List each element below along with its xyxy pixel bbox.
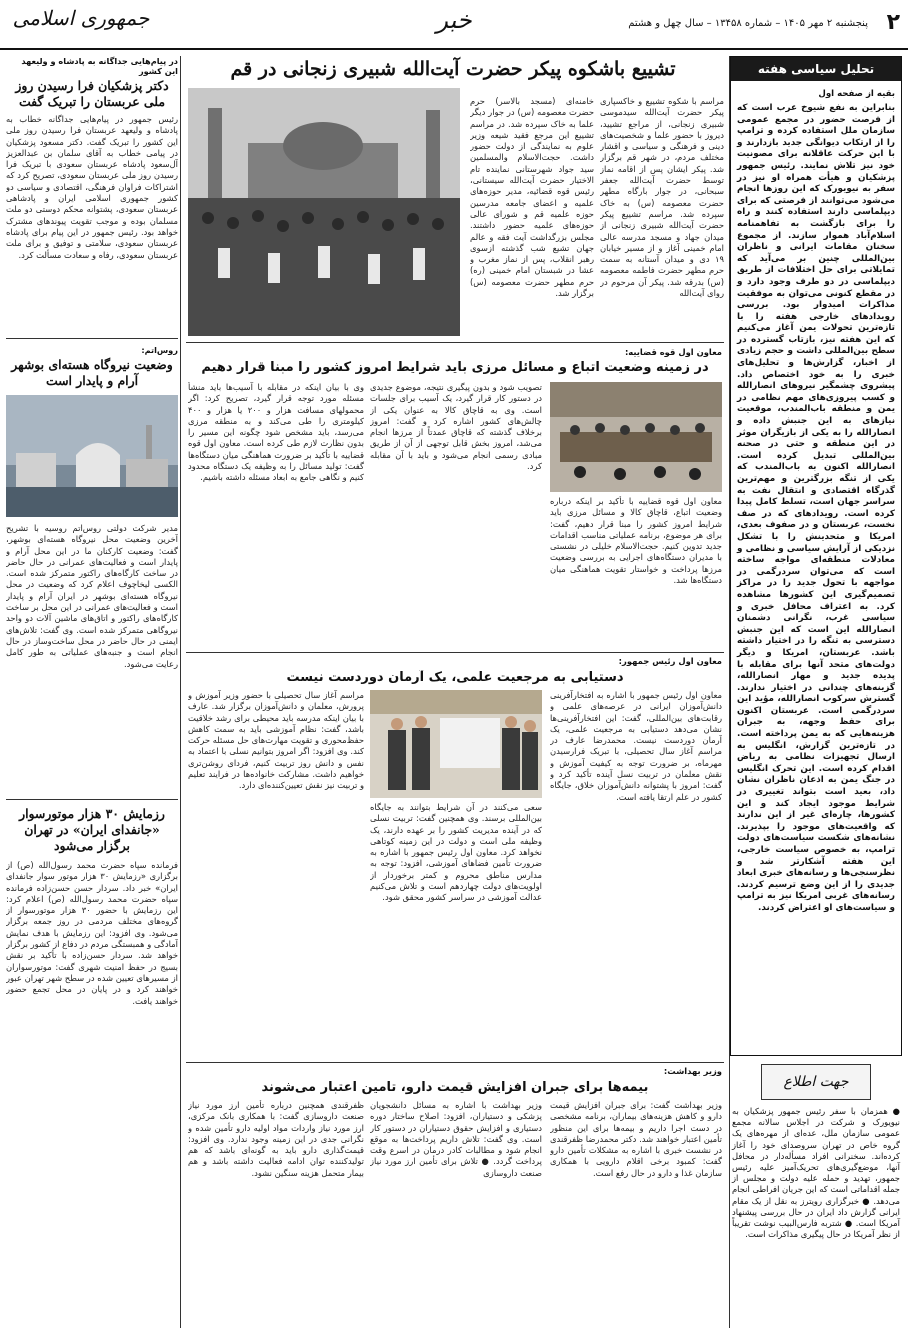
judiciary-story-headline: در زمینه وضعیت اتباع و مسائل مرزی باید شرایط امروز کشور را مبنا قرار دهیم: [201, 360, 709, 375]
judiciary-story-column-2: تصویب شود و بدون پیگیری نتیجه، موضوع جدیدی در دستور کار قرار گیرد، یک آسیب برای جلسات است. وی به قاچاق کالا به عنوان یکی از چالش‌های کشور اشاره کرد و گفت: امروز برخلاف گذشته که قاچاق عمدتاً از مرزها انجام می‌شد، امروز بخش قابل توجهی از آن از طریق مبادی رسمی انجام می‌شود و باید با آن مقابله کرد.: [370, 382, 542, 472]
page-number: ۲: [886, 10, 900, 35]
health-story-column-2: وزیر بهداشت با اشاره به مسائل دانشجویان پزشکی و دستیاران، افزود: اصلاح ساختار دوره دستیاری و افزایش حقوق دستیاران در دستور کار است. وی گفت: تلاش داریم پرداخت‌ها به موقع انجام شود و مطالبات کادر درمان در اسرع وقت پرداخت گردد. ● تلاش برای تأمین ارز مورد نیاز صنعت داروسازی: [370, 1100, 542, 1178]
nuclear-plant-image: [6, 395, 178, 517]
health-story-kicker: وزیر بهداشت:: [663, 1066, 722, 1076]
nuclear-plant-photo: [6, 395, 178, 517]
story-divider: [6, 799, 178, 800]
health-story-column-3: ظفرقندی همچنین درباره تأمین ارز مورد نیاز صنعت داروسازی گفت: با همکاری بانک مرکزی، ارز مورد نیاز واردات مواد اولیه دارو تأمین شده و نگرانی جدی در این زمینه وجود ندارد. وی افزود: قیمت‌گذاری دارو باید به گونه‌ای باشد که هم تولیدکننده توان ادامه فعالیت داشته باشد و هم بیمار متحمل هزینه سنگین نشود.: [188, 1100, 364, 1178]
left-story1-body: رئیس جمهور در پیام‌هایی جداگانه خطاب به پادشاه و ولیعهد عربستان فرا رسیدن روز ملی این کشور را تبریک گفت. دکتر مسعود پزشکیان در پیامی خطاب به آقای سلمان بن عبدالعزیز آل‌سعود پادشاه عربستان سعودی با تبریک فرا رسیدن روز ملی عربستان سعودی، تصریح کرد که اشتراکات فراوان فرهنگی، اقتصادی و سیاسی دو کشور جمهوری اسلامی ایران و پادشاهی عربستان سعودی، پشتوانه محکم دوستی دو ملت مسلمان بوده و موجب تقویت پیوندهای مشترک خواهد بود. رئیس جمهور در این پیام برای پادشاه عربستان سعودی، سلامتی و توفیق و برای ملت عربستان سعودی، رفاه و سعادت مسألت کرد.: [6, 114, 178, 260]
meeting-room-image: [550, 382, 722, 492]
science-story-column-1: معاون اول رئیس جمهور با اشاره به افتخارآفرینی دانش‌آموزان ایرانی در عرصه‌های علمی و رقابت‌های بین‌المللی، گفت: این افتخارآفرینی‌ها نشان می‌دهد دستیابی به مرجعیت علمی، یک آرمان دوردست نیست. محمدرضا عارف در مراسم آغاز سال تحصیلی، با تبریک فرارسیدن مهرماه، بر ضرورت توجه به کیفیت آموزش و نقش معلمان در تربیت نسل آینده تأکید کرد و گفت: امروز با پشتوانه دانش‌آموزان خلاق، جایگاه کشور در علم ارتقا یافته است.: [550, 690, 722, 802]
science-story-kicker: معاون اول رئیس جمهور:: [618, 656, 722, 666]
health-story-headline: بیمه‌ها برای جبران افزایش قیمت دارو، تامین اعتبار می‌شوند: [261, 1080, 649, 1095]
issue-date-line: پنجشنبه ۲ مهر ۱۴۰۵ – شماره ۱۳۴۵۸ – سال چهل و هشتم: [628, 18, 868, 29]
science-story-headline: دستیابی به مرجعیت علمی، یک آرمان دوردست نیست: [286, 670, 624, 685]
story-divider: [6, 338, 178, 339]
section-title: خبر: [436, 6, 472, 34]
story-divider: [186, 652, 724, 653]
ceremony-image: [370, 690, 542, 798]
top-story-column-1: مراسم با شکوه تشییع و خاکسپاری پیکر حضرت آیت‌الله سیدموسی شبیری زنجانی، از مراجع تشیید، دیروز با حضور علما و شخصیت‌های دینی و فرهنگی و سیاسی و اقشار مختلف مردم، در شهر قم برگزار شد. پیکر ایشان پس از اقامه نماز توسط حضرت آیت‌الله جعفر سبحانی، در جوار بارگاه مطهر حضرت معصومه (س) به خاک سپرده شد. مراسم تشییع پیکر حضرت آیت‌الله شبیری زنجانی از میدان جهاد و مسجد مدرسه عالی امام خمینی آغاز و از مسیر خیابان ۱۹ دی و میدان آستانه به سمت حرم مطهر حضرت فاطمه معصومه (س) بدرقه شد. پیکر آن مرحوم در روای آیت‌الله: [600, 96, 724, 299]
top-story-headline: تشییع باشکوه پیکر حضرت آیت‌الله شبیری زنجانی در قم: [230, 58, 676, 80]
judiciary-story-column-3: وی با بیان اینکه در مقابله با آسیب‌ها باید منشأ مسئله مورد توجه قرار گیرد، تصریح کرد: اگر محمولهای مسافت هزار و ۲۰۰ یا هزار و ۴۰۰ کیلومتری را طی می‌کند و به منطقه مرزی می‌رسد، باید مشخص شود چگونه این مسیر را بدون نظارت لازم طی کرده است. معاون اول قوه قضاییه با تأکید بر ضرورت هماهنگی میان دستگاه‌ها گفت: تولید مسائل را به وظیفه یک دستگاه محدود کنیم و نگاهی جامع به ابعاد مسئله داشته باشیم.: [188, 382, 364, 483]
left-column: [6, 56, 178, 1328]
analysis-title: تحلیل سیاسی هفته: [731, 57, 901, 81]
news-brief-logo: جهت اطلاع: [761, 1064, 871, 1100]
analysis-body: بنابراین به نفع شیوخ عرب است که از فرصت حضور در مجمع عمومی سازمان ملل استفاده کرده و ترامپ را از ارتکاب دیوانگی جدید بازدارند و با این حرکت عاقلانه برای مصونیت خود نیز تلاش نمایند. رئیس جمهور پزشکیان و هیأت همراه او نیز در سفر به نیویورک که این روزها انجام می‌شود می‌توانند از فرصتی که برای دیپلماسی دارند استفاده کنند و راه را برای بازگشت به تفاهمنامه اسلام‌آباد هموار سازند. از مجموع سخنان مقامات ایرانی و ناظران بین‌المللی چنین بر می‌آید که تمایلاتی برای حل اختلافات از طریق دیپلماسی در دو طرف وجود دارد و در مقطع کنونی می‌توان به موفقیت مذاکرات امیدوار بود. بررسی رویدادهای خارجی هفته را با تازه‌ترین تحولات یمن آغاز می‌کنیم که این هفته نیز، بازتاب گسترده در سطح بین‌المللی داشت و حجم زیادی از اخبار، گزارش‌ها و تحلیل‌های خبری را به خود اختصاص داد. پیشروی چشمگیر نیروهای انصارالله و کسب پیروزی‌های مهم نظامی در یمن و منطقه باب‌المندب، موقعیت نیازهای به این جنبش داده و انصارالله را به یکی از بازیگران موثر در این منطقه و حتی در صحنه بین‌المللی تبدیل کرده است. انصارالله اکنون به باب‌المندب که یکی از تنگه بزرگترین و مهم‌ترین گذرگاه اقتصادی و انتقال نفت به سراسر جهان است، تسلط کامل پیدا کرده است. رویدادهای که در صف نخست، عربستان و در صفوف بعدی، امریکا و متحدینش را با تشکل نزدیکی از آرایش سیاسی و نظامی و معادلات منطقه‌ای مواجه ساخته است که می‌توان سردرگمی در مواجهه با تحول جدید را در مراکز تصمیم‌گیری این کشورها مشاهده کرد. به اعتراف محافل خبری و سیاسی غرب، نگرانی دشمنان انصارالله این است که این جنبش دسترسی به تنگه را در اختیار داشته باشد. عربستان، امریکا و دیگر دولت‌های متحد آنها برای مقابله با پدیده جدید و مهار انصارالله، گزینه‌های چندانی در اختیار ندارند. گسترش سرکوب انصارالله، مؤید این سردرگمی است. عربستان اکنون برای حفظ وجهه، به جبران هزینه‌هایی که به یمن پرداخته است. در تازه‌ترین گزارش، انگلیس به ارسال تجهیزات نظامی به ریاض اقدام کرده است. این تحرک انگلیس در جنگ یمن به اذعان ناظران نشان داد، بعید است بتواند تغییری در شرایط موجود ایجاد کند و این کشورها، چاره‌ای غیر از این ندارند که واقعیت‌های موجود را بپذیرند. نشانه‌های شکست سیاست‌های دولت ترامپ، به خصوص سیاست خارجی، این هفته آشکارتر شد و نظرسنجی‌ها و رسانه‌های خبری ابعاد جدیدی را از این وضع ترسیم کردند. رسانه‌های غربی امریکا نیز به ترامپ و سیاست‌های او اعتراض کردند.: [737, 103, 895, 913]
left-story2-body: مدیر شرکت دولتی روس‌اتم روسیه با تشریح آخرین وضعیت محل نیروگاه هسته‌ای بوشهر، گفت: وضعیت کارکنان ما در این محل آرام و پایدار است و فعالیت‌های عمرانی در حال حاضر در ساخت کارگاه‌های راکتور متمرکز شده است. الکسی لیخاچوف اعلام کرد که وضعیت در محل نیروگاه هسته‌ای بوشهر در ایران آرام و پایدار است و فعالیت‌های عمرانی در این محل بر ساخت کارگاه‌های راکتور و اتاق‌های ماشین آلات دو واحد نیروگاهی متمرکز شده است. وی گفت: تلاش‌های ایمنی در حال حاضر در محل ساخت‌وساز در حال انجام است و جنبه‌های عملیاتی به طور کامل رعایت می‌شود.: [6, 523, 178, 669]
judiciary-meeting-photo: [550, 382, 722, 492]
news-brief-body: ● همزمان با سفر رئیس جمهور پزشکیان به نیویورک و شرکت در اجلاس سالانه مجمع عمومی سازمان ملل، عده‌ای از مهره‌های یک گروه خاص در تهران سروصدای خود را آغاز کرده‌اند. سخنرانی افراد مسأله‌دار در محافل آنها، موضع‌گیری‌های تحریک‌آمیز علیه رئیس جمهور، تهدید و حمله علیه دولت و مجلس از جمله اقداماتی است که این جریان افراطی انجام می‌دهد. ● خبرگزاری رویترز به نقل از یک مقام ایرانی گزارش داد ایران در حال بررسی پیشنهاد آمریکا است. ● شتربه فارس‌البیب نوشت تقریباً از نظر آمریکا در حال پیگیری مذاکرات است.: [732, 1106, 900, 1240]
newspaper-logo: جمهوری اسلامی: [12, 6, 150, 30]
funeral-crowd-image: [188, 88, 460, 336]
column-divider: [180, 56, 181, 1328]
left-story1-headline: دکتر پزشکیان فرا رسیدن روز ملی عربستان را تبریک گفت: [15, 78, 169, 109]
left-story2-headline: وضعیت نیروگاه هسته‌ای بوشهر آرام و پایدار است: [11, 357, 173, 388]
left-story3-body: فرمانده سپاه حضرت محمد رسول‌الله (ص) از برگزاری «رزمایش ۳۰ هزار موتور سوار جانفدای ایران» خبر داد. سردار حسن حسن‌زاده فرمانده سپاه حضرت محمد رسول‌الله (ص) اعلام کرد: این رزمایش با حضور ۳۰ هزار موتورسوار از گروه‌های مختلف مردمی در روز جمعه برگزار می‌شود. وی افزود: این رزمایش با هدف نمایش آمادگی و همبستگی مردم در دفاع از کشور برگزار خواهد شد. سردار حسن‌زاده با تأکید بر نقش بسیج در حفظ امنیت شهری گفت: موتورسواران از مسیرهای تعیین شده در سطح شهر تهران عبور خواهند کرد و در پایان در محل تجمع حضور خواهند یافت.: [6, 860, 178, 1006]
column-divider: [729, 56, 730, 1328]
story-divider: [186, 342, 724, 343]
ceremony-photo: [370, 690, 542, 798]
page-header: [0, 0, 908, 50]
judiciary-story-kicker: معاون اول قوه قضاییه:: [624, 347, 722, 357]
funeral-crowd-photo: [188, 88, 460, 336]
science-story-column-2: سعی می‌کنند در آن شرایط بتوانند به جایگاه بین‌المللی برسند. وی همچنین گفت: تربیت نسلی که در آینده مدیریت کشور را بر عهده دارند، یک وظیفه ملی است و دولت در این زمینه کوتاهی نخواهد کرد. معاون اول رئیس جمهور با اشاره به ضرورت تأمین فضاهای آموزشی، افزود: توجه به مدارس مناطق محروم و کمتر برخوردار از اولویت‌های دولت چهاردهم است و تلاش می‌کنیم عدالت آموزشی در سراسر کشور محقق شود.: [370, 802, 542, 903]
analysis-column: [730, 56, 902, 1056]
news-brief-box: [730, 1064, 902, 1328]
science-story-column-3: مراسم آغاز سال تحصیلی با حضور وزیر آموزش و پرورش، معلمان و دانش‌آموزان برگزار شد. عارف با بیان اینکه مدرسه باید محیطی برای رشد خلاقیت باشد، گفت: نظام آموزشی باید به سمت کاهش حفظ‌محوری و تقویت مهارت‌های حل مسئله حرکت کند. وی افزود: اگر امروز بتوانیم نسلی با اعتماد به نفس و دانش روز تربیت کنیم، فردای روشن‌تری خواهیم داشت. مشارکت خانواده‌ها در فرایند تعلیم و تربیت نیز نقش تعیین‌کننده‌ای دارد.: [188, 690, 364, 791]
judiciary-story-column-1: معاون اول قوه قضاییه با تأکید بر اینکه درباره وضعیت اتباع، قاچاق کالا و مسائل مرزی باید شرایط امروز کشور را مبنا قرار دهیم، گفت: برای هر موضوع، برنامه عملیاتی مناسب اقدامات جدید تدوین کنیم. حجت‌الاسلام خلیلی در نشستی با مدیران دستگاه‌های اجرایی به بررسی وضعیت مرزها پرداخت و خواستار تقویت هماهنگی میان دستگاه‌ها شد.: [550, 496, 722, 586]
top-story-column-2: خامنه‌ای (مسجد بالاسر) حرم حضرت معصومه (س) در جوار دیگر علما به خاک سپرده شد. در مراسم تشییع این مرجع فقید شیعه وزیر علوم به نمایندگی از دولت حضور داشت. حجت‌الاسلام والمسلمین سید جواد شهرستانی نماینده تام الاختیار حضرت آیت‌الله سیستانی، رئیس قوه قضائیه، مدیر حوزه‌های علمیه و اعضای جامعه مدرسین حوزه علمیه قم و شورای عالی حوزه‌های علمیه حضور داشتند. مجلس بزرگداشت آیت فقه و عالم جهان تشیع شب گذشته ازسوی رهبر انقلاب، پس از نماز مغرب و عشا در شبستان امام خمینی (ره) حرم مطهر حضرت معصومه (س) برگزار شد.: [470, 96, 594, 299]
left-story3-headline: رزمایش ۳۰ هزار موتورسوار «جانفدای ایران» در تهران برگزار می‌شود: [19, 806, 165, 853]
left-story1-kicker: در پیام‌هایی جداگانه به پادشاه و ولیعهد این کشور: [21, 56, 178, 76]
story-divider: [186, 1062, 724, 1063]
left-story2-kicker: روس‌اتم:: [141, 345, 178, 355]
analysis-continuation-note: بقیه از صفحه اول: [818, 89, 895, 99]
health-story-column-1: وزیر بهداشت گفت: برای جبران افزایش قیمت دارو و کاهش هزینه‌های بیماران، برنامه مشخصی در دست اجرا داریم و بیمه‌ها برای این منظور تأمین اعتبار خواهند شد. دکتر محمدرضا ظفرقندی در نشست خبری با اشاره به مشکلات تأمین دارو گفت: کمبود برخی اقلام دارویی با همکاری سازمان غذا و دارو در حال رفع است.: [550, 1100, 722, 1178]
